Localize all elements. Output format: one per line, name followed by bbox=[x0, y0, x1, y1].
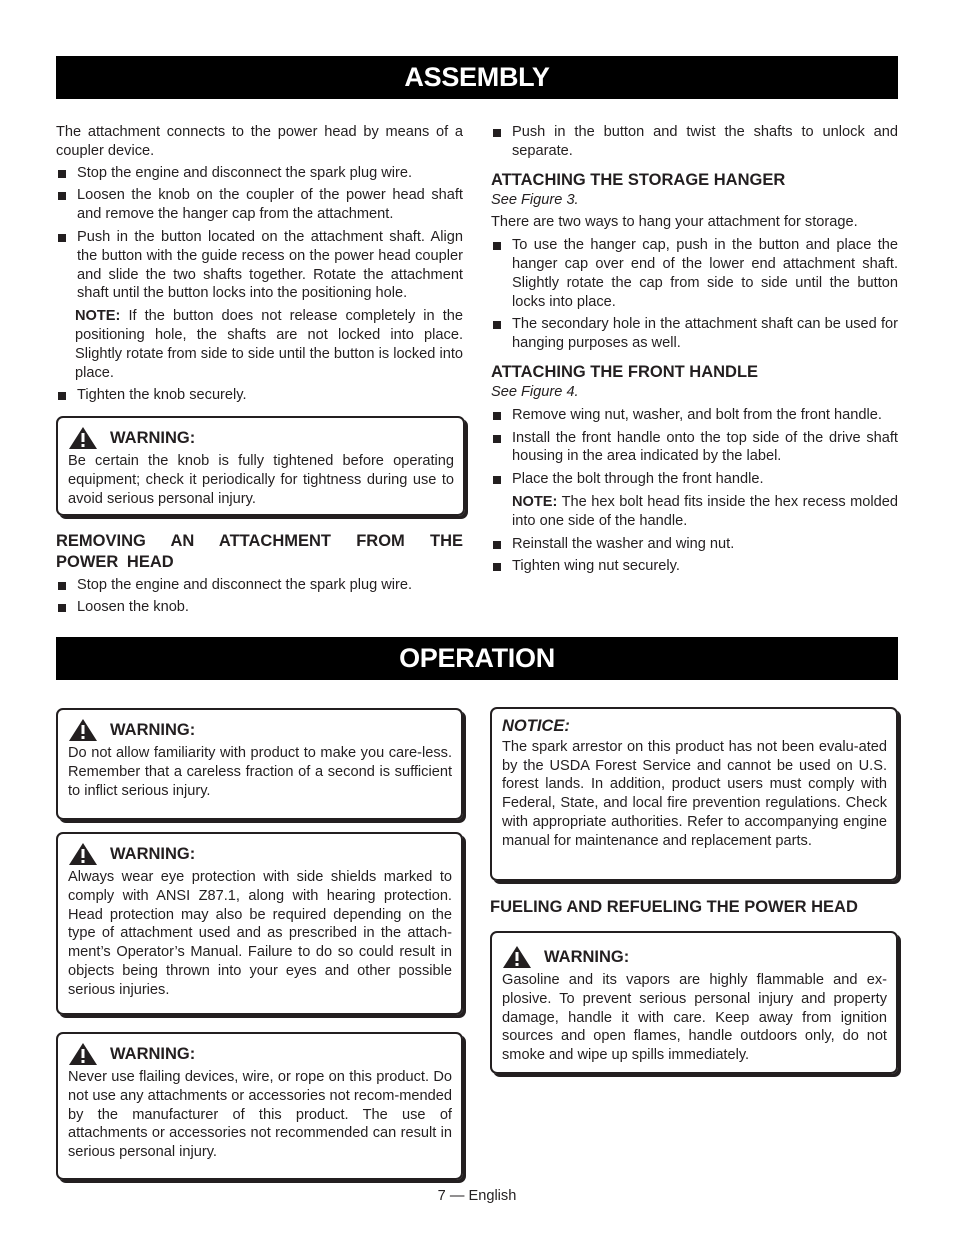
warning-text: Always wear eye protection with side shields marked to comply with ANSI Z87.1, along with hearing protection. Head protection may also be required depending on the type of attachment used and as prescribed in the attach-ment’s Operator’s Manual. Failure to do so could result in objects being thrown into your eyes and other possible serious injuries. bbox=[68, 869, 452, 998]
storage-steps bbox=[491, 236, 898, 353]
warning-triangle-icon bbox=[68, 426, 98, 450]
front-handle-see-figure: See Figure 4. bbox=[491, 383, 579, 400]
front-handle-steps bbox=[491, 406, 898, 489]
note-text: The hex bolt head fits inside the hex recess molded into one side of the handle. bbox=[512, 493, 898, 529]
list-item: To use the hanger cap, push in the button and place the hanger cap over end of the lower end attachment shaft. Slightly rotate the cap from side to side until the button locks into place. bbox=[491, 236, 898, 311]
removing-steps bbox=[56, 576, 463, 618]
assembly-right-column bbox=[491, 123, 898, 580]
removing-heading: REMOVING AN ATTACHMENT FROM THE POWER HEAD bbox=[56, 531, 463, 571]
list-item: Install the front handle onto the top side of the drive shaft housing in the area indicated by the label. bbox=[491, 429, 898, 467]
warning-triangle-icon bbox=[68, 718, 98, 742]
page-footer: 7 — English bbox=[437, 1188, 517, 1204]
list-item: Reinstall the washer and wing nut. bbox=[491, 535, 898, 554]
removing-steps-continued bbox=[491, 123, 898, 161]
list-item: Stop the engine and disconnect the spark plug wire. bbox=[56, 576, 463, 595]
list-item: Loosen the knob. bbox=[56, 598, 463, 617]
warning-label: WARNING: bbox=[110, 1044, 196, 1063]
assembly-warning-box bbox=[56, 416, 465, 515]
list-item: Stop the engine and disconnect the spark plug wire. bbox=[56, 164, 463, 183]
warning-label: WARNING: bbox=[110, 844, 196, 863]
operation-right-column bbox=[490, 707, 898, 1074]
front-handle-steps-2 bbox=[491, 535, 898, 577]
list-item: Push in the button located on the attachment shaft. Align the button with the guide recess on the power head coupler and slide the two shafts together. Rotate the attachment shaft until the button locks into the positioning hole. bbox=[56, 228, 463, 303]
warning-label: WARNING: bbox=[110, 428, 196, 447]
note-label: NOTE: bbox=[75, 308, 121, 325]
list-item: Tighten the knob securely. bbox=[56, 386, 463, 405]
list-item: Tighten wing nut securely. bbox=[491, 557, 898, 576]
assembly-steps bbox=[56, 164, 463, 304]
assembly-intro: The attachment connects to the power head by means of a coupler device. bbox=[56, 124, 463, 159]
assembly-left-column bbox=[56, 123, 463, 621]
operation-left-column bbox=[56, 708, 463, 1180]
notice-text: The spark arrestor on this product has not been evalu-ated by the USDA Forest Service and cannot be used on U.S. forest lands. In addition, product users must comply with Federal, State, and local fire prevention regulations. Check with appropriate authorities. Refer to accompanying engine manual for maintenance and replacement parts. bbox=[502, 738, 887, 849]
assembly-banner: ASSEMBLY bbox=[56, 56, 898, 99]
front-handle-heading: ATTACHING THE FRONT HANDLE bbox=[491, 362, 759, 381]
list-item: Loosen the knob on the coupler of the power head shaft and remove the hanger cap from the attachment. bbox=[56, 186, 463, 224]
operation-warning-box-3 bbox=[56, 1032, 463, 1180]
list-item: The secondary hole in the attachment shaft can be used for hanging purposes as well. bbox=[491, 315, 898, 353]
operation-warning-box-2 bbox=[56, 832, 463, 1015]
warning-text: Do not allow familiarity with product to make you care-less. Remember that a careless fraction of a second is sufficient to inflict serious injury. bbox=[68, 745, 452, 799]
operation-warning-box-1 bbox=[56, 708, 463, 820]
warning-label: WARNING: bbox=[544, 947, 630, 966]
fueling-heading: FUELING AND REFUELING THE POWER HEAD bbox=[490, 898, 858, 916]
operation-banner: OPERATION bbox=[56, 637, 898, 680]
front-handle-note bbox=[512, 493, 898, 531]
list-item: Push in the button and twist the shafts to unlock and separate. bbox=[491, 123, 898, 161]
storage-intro: There are two ways to hang your attachment for storage. bbox=[491, 214, 858, 231]
warning-text: Never use flailing devices, wire, or rope on this product. Do not use any attachments or accessories not recom-mended by the manufacturer of this product. The use of attachments or accessories not recommended can result in serious personal injury. bbox=[68, 1069, 452, 1161]
warning-triangle-icon bbox=[502, 945, 532, 969]
warning-triangle-icon bbox=[68, 842, 98, 866]
note-text: If the button does not release completely in the positioning hole, the shafts are not locked into place. Slightly rotate from side to side until the button is locked into place. bbox=[75, 308, 463, 381]
warning-text: Gasoline and its vapors are highly flammable and ex-plosive. To prevent serious personal injury and property damage, handle it with care. Keep away from ignition sources and open flames, handle outdoors only, do not smoke and wipe up spills immediately. bbox=[502, 972, 887, 1064]
note-label: NOTE: bbox=[512, 493, 558, 510]
warning-label: WARNING: bbox=[110, 720, 196, 739]
list-item: Remove wing nut, washer, and bolt from the front handle. bbox=[491, 406, 898, 425]
notice-box bbox=[490, 707, 898, 881]
assembly-note bbox=[75, 307, 463, 382]
storage-heading: ATTACHING THE STORAGE HANGER bbox=[491, 170, 786, 189]
warning-text: Be certain the knob is fully tightened before operating equipment; check it periodically for tightness during use to avoid serious personal injury. bbox=[68, 453, 454, 507]
assembly-last-step bbox=[56, 386, 463, 405]
warning-triangle-icon bbox=[68, 1042, 98, 1066]
list-item: Place the bolt through the front handle. bbox=[491, 470, 898, 489]
storage-see-figure: See Figure 3. bbox=[491, 191, 579, 208]
notice-label: NOTICE: bbox=[502, 717, 570, 735]
fueling-warning-box bbox=[490, 931, 898, 1074]
